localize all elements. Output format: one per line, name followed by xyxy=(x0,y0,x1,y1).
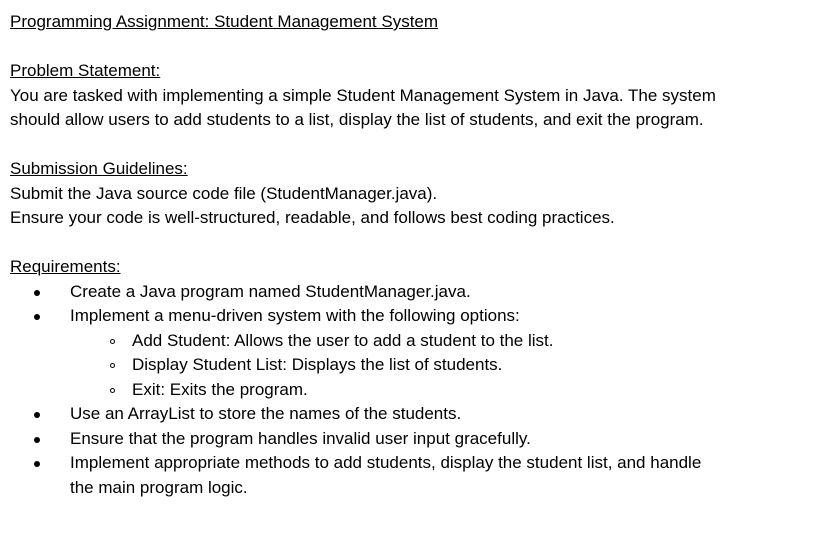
menu-options-list xyxy=(10,329,821,403)
menu-option-text: Exit: Exits the program. xyxy=(132,379,308,399)
requirement-item xyxy=(10,304,821,329)
requirement-item xyxy=(10,402,821,427)
menu-option-item xyxy=(10,329,821,354)
requirement-text: Ensure that the program handles invalid user input gracefully. xyxy=(70,428,531,448)
bullet-icon xyxy=(34,290,40,296)
menu-option-item xyxy=(10,378,821,403)
spacer xyxy=(10,231,821,256)
requirements-list-continued xyxy=(10,402,821,500)
spacer xyxy=(10,133,821,158)
document-title: Programming Assignment: Student Management System xyxy=(10,12,439,31)
bullet-icon xyxy=(34,314,40,320)
submission-line: Ensure your code is well-structured, readable, and follows best coding practices. xyxy=(10,208,615,227)
requirement-text: Implement a menu-driven system with the following options: xyxy=(70,306,520,325)
requirement-text: Implement appropriate methods to add students, display the student list, and handle xyxy=(70,453,702,472)
requirement-item xyxy=(10,280,821,305)
requirement-item xyxy=(10,451,821,500)
problem-statement-heading: Problem Statement: xyxy=(10,61,161,80)
circle-bullet-icon xyxy=(110,388,115,393)
requirement-text-continuation: the main program logic. xyxy=(70,477,248,497)
menu-option-text: Display Student List: Displays the list of students. xyxy=(132,355,503,374)
problem-statement-line: You are tasked with implementing a simple Student Management System in Java. The system xyxy=(10,85,716,105)
circle-bullet-icon xyxy=(110,339,115,344)
menu-option-text: Add Student: Allows the user to add a student to the list. xyxy=(132,330,554,350)
problem-statement-line: should allow users to add students to a list, display the list of students, and exit the program. xyxy=(10,110,704,129)
requirement-text: Create a Java program named StudentManager.java. xyxy=(70,281,471,301)
requirements-heading: Requirements: xyxy=(10,257,121,276)
bullet-icon xyxy=(34,437,40,443)
circle-bullet-icon xyxy=(110,363,115,368)
bullet-icon xyxy=(34,461,40,467)
requirement-text: Use an ArrayList to store the names of the students. xyxy=(70,404,462,423)
menu-option-item xyxy=(10,353,821,378)
requirements-list xyxy=(10,280,821,329)
bullet-icon xyxy=(34,412,40,418)
submission-line: Submit the Java source code file (StudentManager.java). xyxy=(10,183,438,203)
requirement-item xyxy=(10,427,821,452)
submission-guidelines-heading: Submission Guidelines: xyxy=(10,159,188,178)
spacer xyxy=(10,35,821,60)
